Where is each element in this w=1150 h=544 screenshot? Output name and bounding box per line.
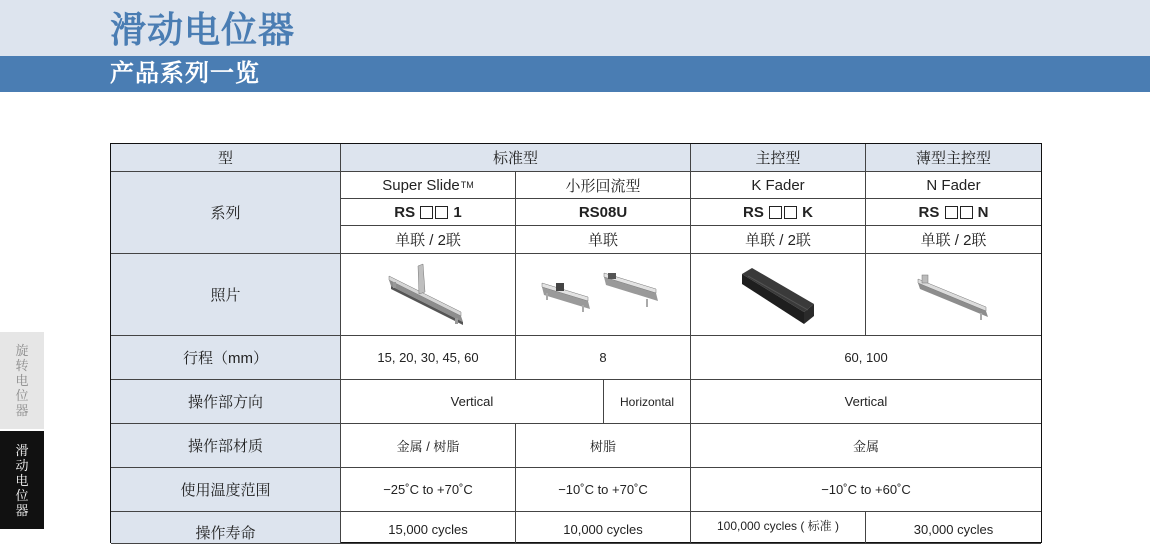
gang-n-fader: 单联 / 2联 bbox=[866, 226, 1041, 254]
model-rsn bbox=[866, 199, 1041, 226]
model-rs1 bbox=[341, 199, 516, 226]
page-title: 滑动电位器 bbox=[110, 9, 296, 50]
type-label: 型 bbox=[111, 144, 341, 172]
side-tab-char: 转 bbox=[15, 358, 29, 373]
series-small-reflow: 小形回流型 bbox=[516, 172, 691, 199]
model-prefix: RS bbox=[742, 203, 764, 221]
travel-main: 60, 100 bbox=[691, 336, 1041, 380]
gang-small-reflow: 单联 bbox=[516, 226, 691, 254]
side-tab-char: 位 bbox=[15, 487, 29, 503]
placeholder-box bbox=[784, 206, 797, 219]
side-tab-char: 滑 bbox=[15, 442, 29, 458]
life-super-slide: 15,000 cycles bbox=[341, 512, 516, 544]
photo-n-fader bbox=[866, 254, 1041, 336]
placeholder-box bbox=[945, 206, 958, 219]
material-small-reflow: 树脂 bbox=[516, 424, 691, 468]
side-tab-char: 电 bbox=[15, 472, 29, 488]
placeholder-box bbox=[960, 206, 973, 219]
model-rs08u: RS08U bbox=[516, 199, 691, 226]
model-prefix: RS bbox=[394, 203, 416, 221]
model-suffix: 1 bbox=[453, 203, 462, 221]
photo-k-fader bbox=[691, 254, 866, 336]
model-suffix: N bbox=[977, 203, 989, 221]
side-tab-char: 电 bbox=[15, 373, 29, 388]
life-k-fader: 100,000 cycles ( 标准 ) bbox=[691, 512, 866, 544]
side-tab-slide[interactable] bbox=[0, 431, 44, 529]
placeholder-box bbox=[769, 206, 782, 219]
slide-potentiometer-image bbox=[383, 260, 473, 330]
side-tab-char: 器 bbox=[15, 403, 29, 418]
series-n-fader: N Fader bbox=[866, 172, 1041, 199]
side-tab-char: 旋 bbox=[15, 343, 29, 358]
type-thin-main-control: 薄型主控型 bbox=[866, 144, 1041, 172]
series-super-slide bbox=[341, 172, 516, 199]
travel-label: 行程（mm） bbox=[111, 336, 341, 380]
direction-horizontal: Horizontal bbox=[604, 380, 691, 424]
direction-label: 操作部方向 bbox=[111, 380, 341, 424]
gang-k-fader: 单联 / 2联 bbox=[691, 226, 866, 254]
page-subtitle: 产品系列一览 bbox=[110, 60, 260, 87]
series-super-slide-name: Super Slide bbox=[382, 176, 460, 194]
travel-small-reflow: 8 bbox=[516, 336, 691, 380]
photo-label: 照片 bbox=[111, 254, 341, 336]
photo-super-slide bbox=[341, 254, 516, 336]
side-tab-rotary[interactable] bbox=[0, 332, 44, 429]
temp-label: 使用温度范围 bbox=[111, 468, 341, 512]
photo-small-reflow bbox=[516, 254, 691, 336]
material-super-slide: 金属 / 树脂 bbox=[341, 424, 516, 468]
model-prefix: RS bbox=[918, 203, 940, 221]
model-rsk bbox=[691, 199, 866, 226]
life-label: 操作寿命 bbox=[111, 512, 341, 544]
placeholder-box bbox=[420, 206, 433, 219]
fader-image bbox=[738, 260, 818, 330]
placeholder-box bbox=[435, 206, 448, 219]
fader-image bbox=[914, 265, 994, 325]
type-standard: 标准型 bbox=[341, 144, 691, 172]
travel-super-slide: 15, 20, 30, 45, 60 bbox=[341, 336, 516, 380]
side-tab-char: 器 bbox=[15, 502, 29, 518]
material-main: 金属 bbox=[691, 424, 1041, 468]
material-label: 操作部材质 bbox=[111, 424, 341, 468]
temp-small-reflow: −10˚C to +70˚C bbox=[516, 468, 691, 512]
trademark-mark: TM bbox=[460, 180, 474, 190]
type-main-control: 主控型 bbox=[691, 144, 866, 172]
direction-vertical-right: Vertical bbox=[691, 380, 1041, 424]
side-tab-char: 动 bbox=[15, 457, 29, 473]
side-tab-char: 位 bbox=[15, 388, 29, 403]
temp-main: −10˚C to +60˚C bbox=[691, 468, 1041, 512]
series-label: 系列 bbox=[111, 172, 341, 254]
life-n-fader: 30,000 cycles bbox=[866, 512, 1041, 544]
direction-vertical-left: Vertical bbox=[341, 380, 604, 424]
product-table bbox=[110, 143, 1042, 543]
series-k-fader: K Fader bbox=[691, 172, 866, 199]
model-suffix: K bbox=[802, 203, 814, 221]
life-small-reflow: 10,000 cycles bbox=[516, 512, 691, 544]
temp-super-slide: −25˚C to +70˚C bbox=[341, 468, 516, 512]
slide-potentiometer-image bbox=[538, 265, 668, 325]
gang-super-slide: 单联 / 2联 bbox=[341, 226, 516, 254]
